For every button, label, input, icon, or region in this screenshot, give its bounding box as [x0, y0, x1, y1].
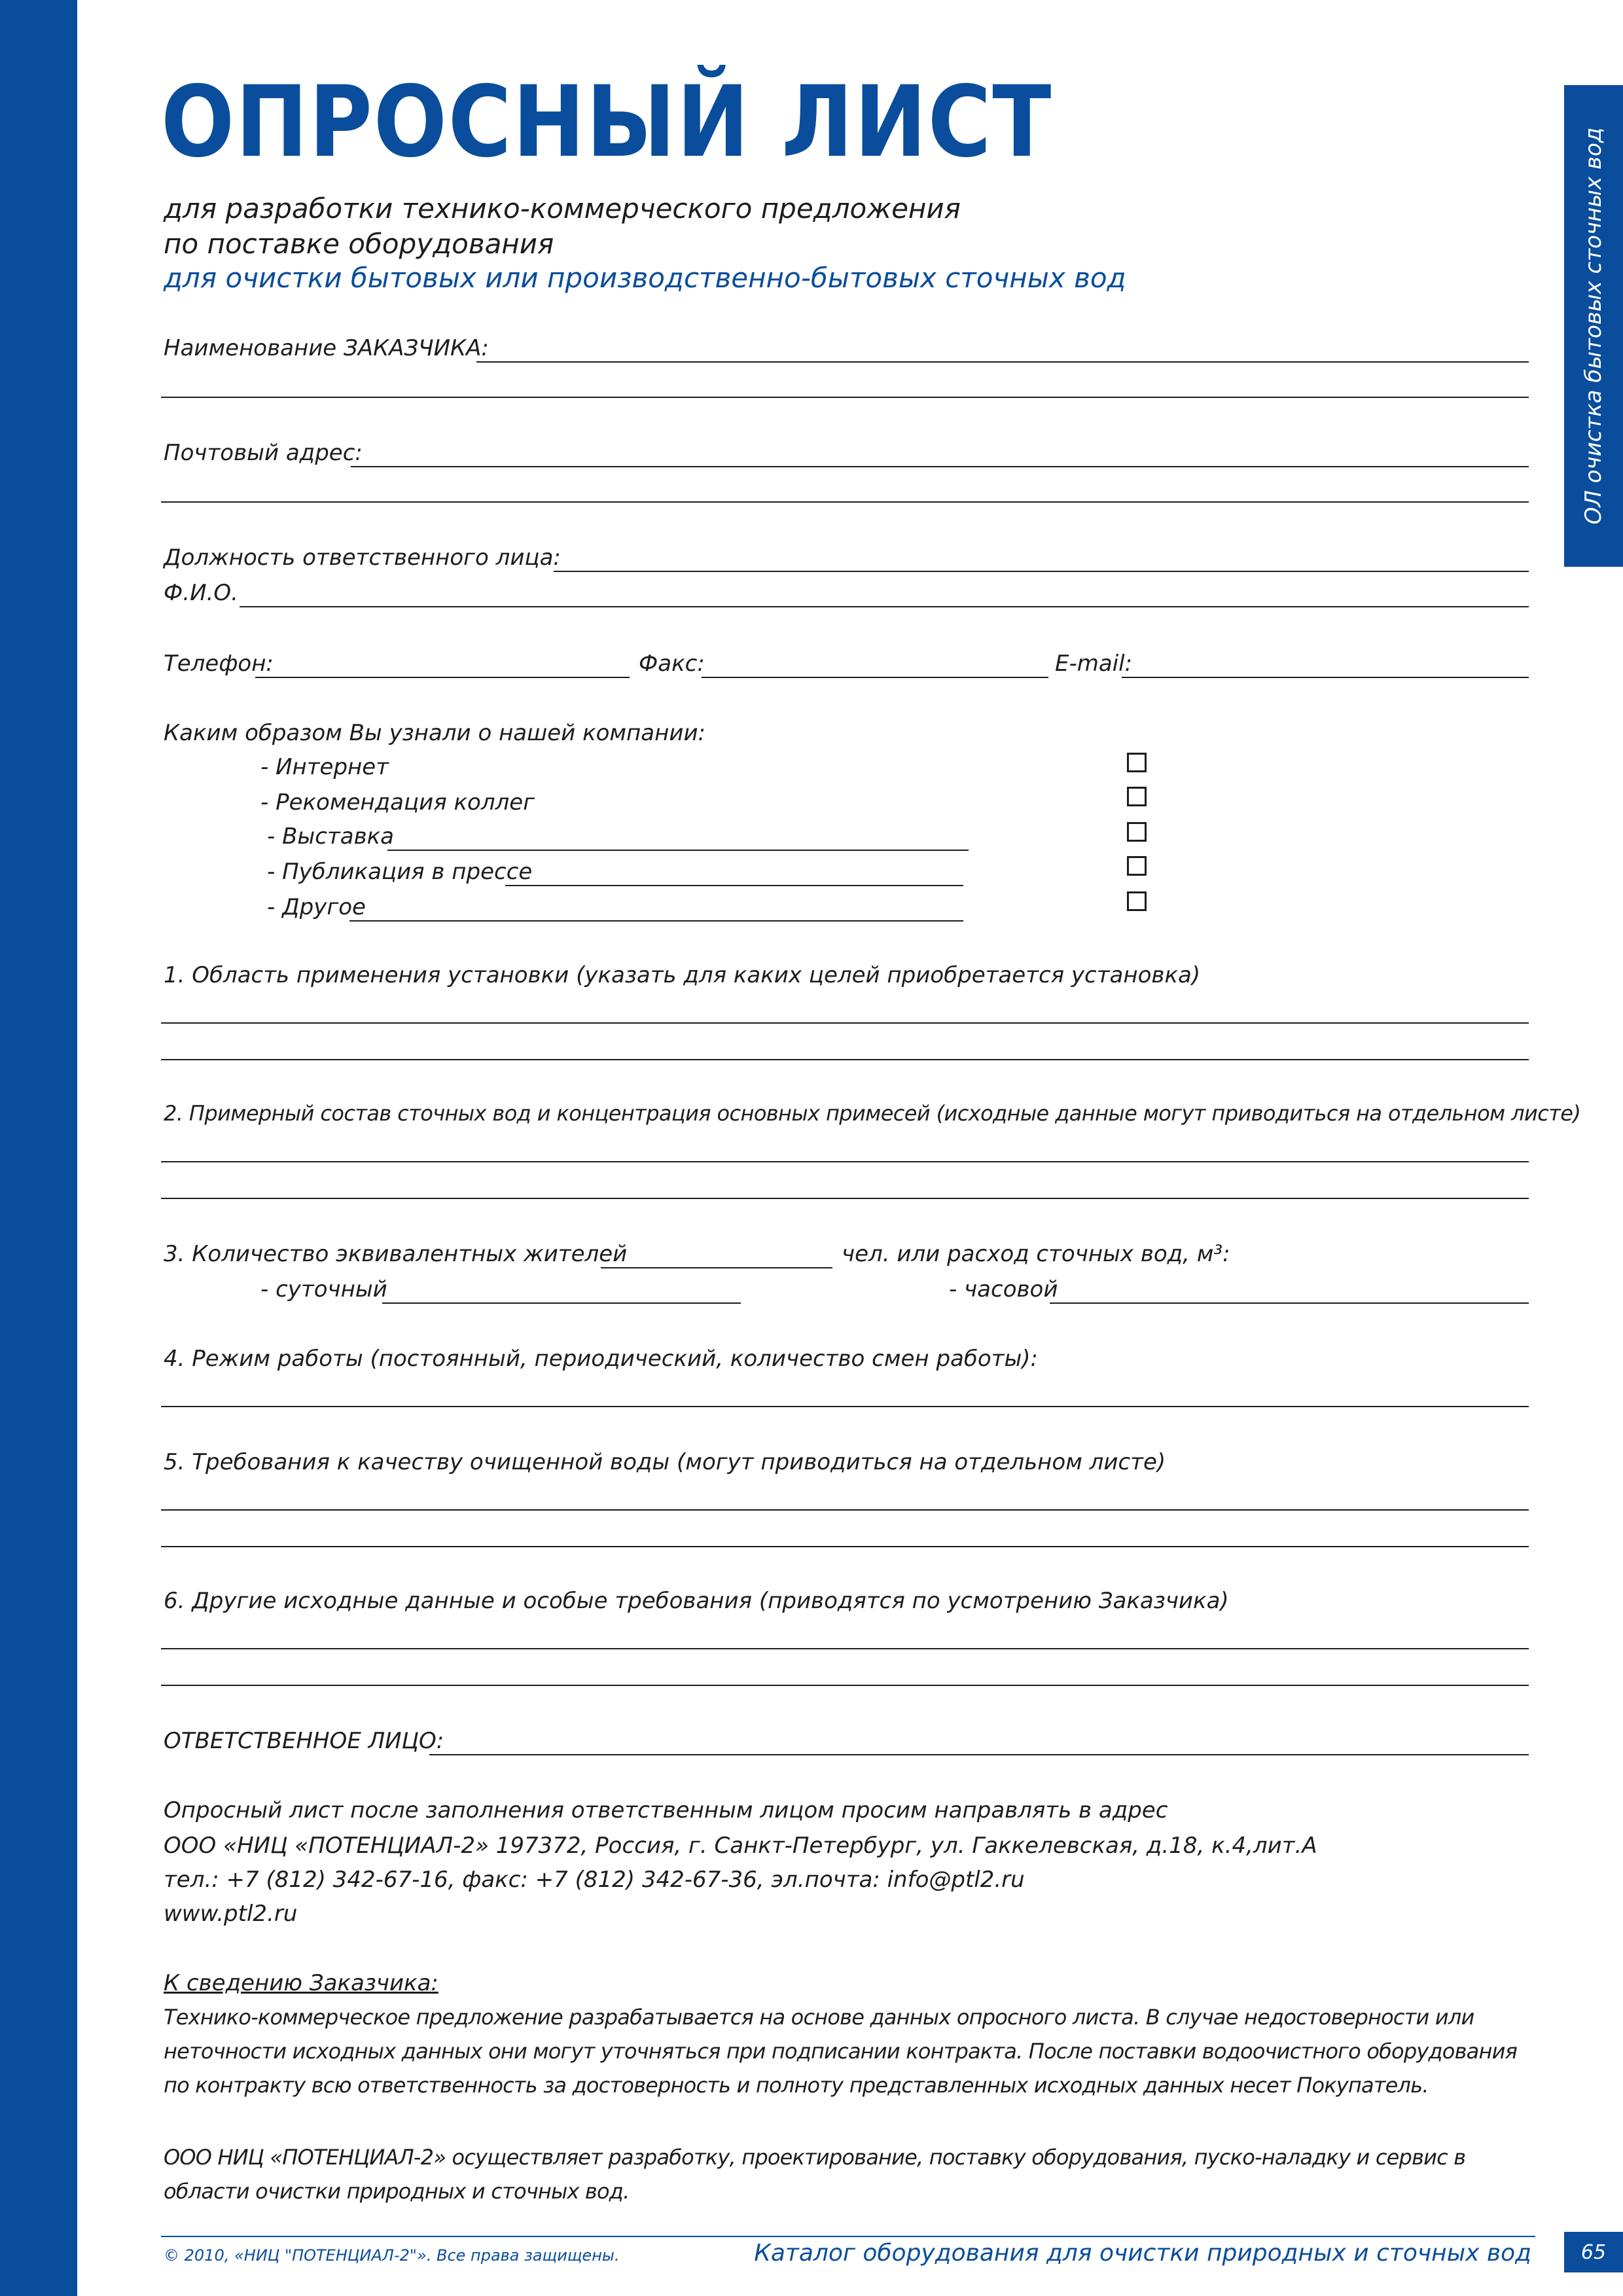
left-color-bar: [0, 0, 77, 2296]
responsible-input-line[interactable]: [429, 1754, 1529, 1755]
address-input-line-2[interactable]: [161, 501, 1529, 503]
fax-label: Факс:: [639, 651, 705, 677]
email-label: E-mail:: [1055, 651, 1133, 677]
checkbox-exhibition[interactable]: [1127, 822, 1147, 842]
hourly-flow-label: - часовой: [949, 1276, 1058, 1302]
checkbox-internet[interactable]: [1127, 753, 1147, 772]
checkbox-colleagues[interactable]: [1127, 787, 1147, 806]
q1-input-line-2[interactable]: [161, 1059, 1529, 1060]
email-input-line[interactable]: [1122, 677, 1529, 678]
address-input-line[interactable]: [351, 466, 1529, 467]
q6-input-line-1[interactable]: [161, 1648, 1529, 1649]
source-question: Каким образом Вы узнали о нашей компании:: [164, 720, 706, 746]
page-title: ОПРОСНЫЙ ЛИСТ: [161, 65, 1053, 179]
contact-address: ООО «НИЦ «ПОТЕНЦИАЛ-2» 197372, Россия, г. Санкт-Петербург, ул. Гаккелевская, д.18, к.4,лит.А: [164, 1833, 1317, 1859]
question-4: 4. Режим работы (постоянный, периодический, количество смен работы):: [164, 1346, 1039, 1372]
press-input-line[interactable]: [505, 885, 963, 886]
subtitle-line-3: для очистки бытовых или производственно-бытовых сточных вод: [164, 262, 1126, 294]
source-option-colleagues: - Рекомендация коллег: [260, 789, 535, 816]
phone-input-line[interactable]: [255, 677, 630, 678]
hourly-flow-input-line[interactable]: [1050, 1302, 1529, 1304]
subtitle-line-2: по поставке оборудования: [164, 228, 554, 260]
q5-input-line-2[interactable]: [161, 1546, 1529, 1547]
question-1: 1. Область применения установки (указать для каких целей приобретается установка): [164, 962, 1201, 988]
question-5: 5. Требования к качеству очищенной воды (могут приводиться на отдельном листе): [164, 1449, 1166, 1475]
checkbox-press[interactable]: [1127, 856, 1147, 876]
customer-input-line[interactable]: [476, 361, 1529, 363]
question-3-flow: чел. или расход сточных вод, м³:: [842, 1241, 1230, 1267]
section-side-tab: [1564, 85, 1623, 567]
source-option-internet: - Интернет: [260, 754, 389, 780]
position-input-line[interactable]: [554, 571, 1529, 572]
contact-instruction: Опросный лист после заполнения ответственным лицом просим направлять в адрес: [164, 1797, 1168, 1823]
other-input-line[interactable]: [349, 920, 963, 922]
page-number: 65: [1564, 2232, 1623, 2272]
address-label: Почтовый адрес:: [164, 440, 363, 466]
responsible-label: ОТВЕТСТВЕННОЕ ЛИЦО:: [164, 1728, 444, 1754]
daily-flow-label: - суточный: [260, 1276, 387, 1302]
q5-input-line-1[interactable]: [161, 1509, 1529, 1511]
contact-phones: тел.: +7 (812) 342-67-16, факс: +7 (812) 342-67-36, эл.почта: info@ptl2.ru: [164, 1867, 1025, 1893]
position-label: Должность ответственного лица:: [164, 545, 561, 571]
notice-paragraph-1: Технико-коммерческое предложение разрабатывается на основе данных опросного листа. В случае недостоверности или неточности исходных данных они могут уточняться при подписании контракта. После поставки водоочистного оборудования по контракту всю ответственность за достоверность и полноту представленных исходных данных несет Покупатель.: [164, 2005, 1518, 2098]
question-2: 2. Примерный состав сточных вод и концентрация основных примесей (исходные данные могут приводиться на отдельном листе): [164, 1101, 1581, 1126]
footer-catalog-title: Каталог оборудования для очистки природных и сточных вод: [754, 2240, 1531, 2267]
footer-copyright: © 2010, «НИЦ "ПОТЕНЦИАЛ-2"». Все права защищены.: [164, 2246, 620, 2265]
question-6: 6. Другие исходные данные и особые требования (приводятся по усмотрению Заказчика): [164, 1588, 1229, 1614]
source-option-exhibition: - Выставка: [267, 823, 394, 850]
customer-input-line-2[interactable]: [161, 397, 1529, 398]
phone-label: Телефон:: [164, 651, 274, 677]
fio-label: Ф.И.О.: [164, 580, 238, 606]
exhibition-input-line[interactable]: [387, 850, 969, 851]
notice-paragraph-2: ООО НИЦ «ПОТЕНЦИАЛ-2» осуществляет разработку, проектирование, поставку оборудования, пуско-наладку и сервис в области очистки природных и сточных вод.: [164, 2145, 1466, 2204]
customer-label: Наименование ЗАКАЗЧИКА:: [164, 335, 489, 361]
fio-input-line[interactable]: [240, 606, 1529, 607]
footer-rule: [161, 2236, 1535, 2237]
fax-input-line[interactable]: [702, 677, 1048, 678]
q6-input-line-2[interactable]: [161, 1685, 1529, 1686]
q1-input-line-1[interactable]: [161, 1022, 1529, 1024]
section-side-tab-label: ОЛ очистка бытовых сточных вод: [1580, 127, 1607, 525]
notice-heading: К сведению Заказчика:: [164, 1970, 438, 1996]
subtitle-line-1: для разработки технико-коммерческого предложения: [164, 192, 961, 224]
contact-website: www.ptl2.ru: [164, 1901, 298, 1927]
daily-flow-input-line[interactable]: [382, 1302, 741, 1304]
residents-input-line[interactable]: [601, 1267, 832, 1268]
q2-input-line-1[interactable]: [161, 1161, 1529, 1162]
question-3: 3. Количество эквивалентных жителей: [164, 1241, 628, 1267]
checkbox-other[interactable]: [1127, 891, 1147, 911]
q2-input-line-2[interactable]: [161, 1198, 1529, 1199]
source-option-press: - Публикация в прессе: [267, 859, 533, 885]
source-option-other: - Другое: [267, 894, 366, 920]
q4-input-line[interactable]: [161, 1406, 1529, 1407]
